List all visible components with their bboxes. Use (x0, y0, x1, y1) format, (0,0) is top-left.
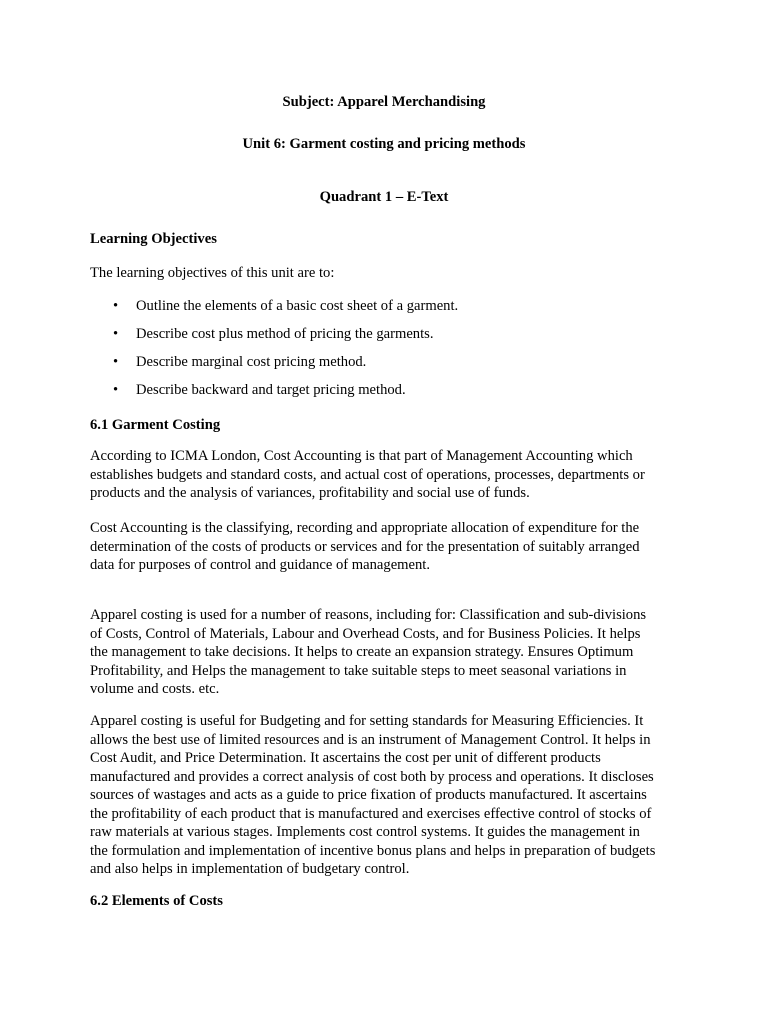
section-6-2-heading: 6.2 Elements of Costs (90, 893, 223, 909)
section-6-1-heading: 6.1 Garment Costing (90, 417, 221, 433)
objective-text: Describe cost plus method of pricing the garments. (136, 326, 434, 342)
objective-text: Describe marginal cost pricing method. (136, 354, 367, 370)
paragraph-line: of Costs, Control of Materials, Labour and Overhead Costs, and for Business Policies. It helps (90, 625, 641, 642)
paragraph-cost-accounting (90, 519, 690, 575)
paragraph-apparel-costing-uses (90, 712, 690, 879)
paragraph-line: volume and costs. etc. (90, 681, 220, 697)
paragraph-line: products and the analysis of variances, profitability and social use of funds. (90, 485, 530, 501)
paragraph-line: determination of the costs of products or services and for the presentation of suitably arranged (90, 538, 640, 555)
objective-text: Describe backward and target pricing method. (136, 382, 406, 398)
paragraph-line: According to ICMA London, Cost Accounting is that part of Management Accounting which (90, 448, 633, 464)
learning-objectives-intro: The learning objectives of this unit are to: (90, 265, 335, 281)
paragraph-line: manufactured and provides a correct analysis of cost both by process and operations. It discloses (90, 768, 654, 785)
quadrant-title: Quadrant 1 – E-Text (319, 189, 449, 205)
paragraph-line: Cost Accounting is the classifying, recording and appropriate allocation of expenditure for the (90, 520, 640, 536)
paragraph-line: raw materials at various stages. Implements cost control systems. It guides the management in (90, 824, 640, 840)
paragraph-line: Apparel costing is useful for Budgeting and for setting standards for Measuring Efficiencies. It (90, 713, 644, 729)
paragraph-line: Profitability, and Helps the management to take suitable steps to meet seasonal variations in (90, 662, 627, 679)
subject-title: Subject: Apparel Merchandising (282, 94, 486, 110)
paragraph-line: and also helps in implementation of budgetary control. (90, 861, 410, 877)
paragraph-line: allows the best use of limited resources and is an instrument of Management Control. It helps in (90, 731, 651, 748)
objective-text: Outline the elements of a basic cost sheet of a garment. (136, 298, 459, 314)
paragraph-apparel-costing-reasons (90, 606, 690, 699)
learning-objectives-heading: Learning Objectives (90, 231, 217, 247)
paragraph-line: sources of wastages and acts as a guide to price fixation of products manufactured. It ascertains (90, 787, 647, 803)
paragraph-line: Apparel costing is used for a number of reasons, including for: Classification and sub-divisions (90, 607, 647, 623)
paragraph-line: Cost Audit, and Price Determination. It ascertains the cost per unit of different products (90, 750, 601, 766)
paragraph-line: establishes budgets and standard costs, and actual cost of operations, processes, departments or (90, 466, 645, 483)
bullet-icon: • (113, 354, 119, 370)
bullet-icon: • (113, 382, 119, 398)
bullet-icon: • (113, 298, 119, 314)
paragraph-icma-definition (90, 447, 690, 503)
unit-title: Unit 6: Garment costing and pricing methods (242, 136, 526, 152)
paragraph-line: the profitability of each product that is manufactured and exercises effective control of stocks of (90, 805, 652, 822)
paragraph-line: data for purposes of control and guidance of management. (90, 557, 430, 573)
paragraph-line: the management to take decisions. It helps to create an expansion strategy. Ensures Optimum (90, 644, 634, 660)
bullet-icon: • (113, 326, 119, 342)
paragraph-line: the formulation and implementation of incentive bonus plans and helps in preparation of budgets (90, 842, 656, 859)
